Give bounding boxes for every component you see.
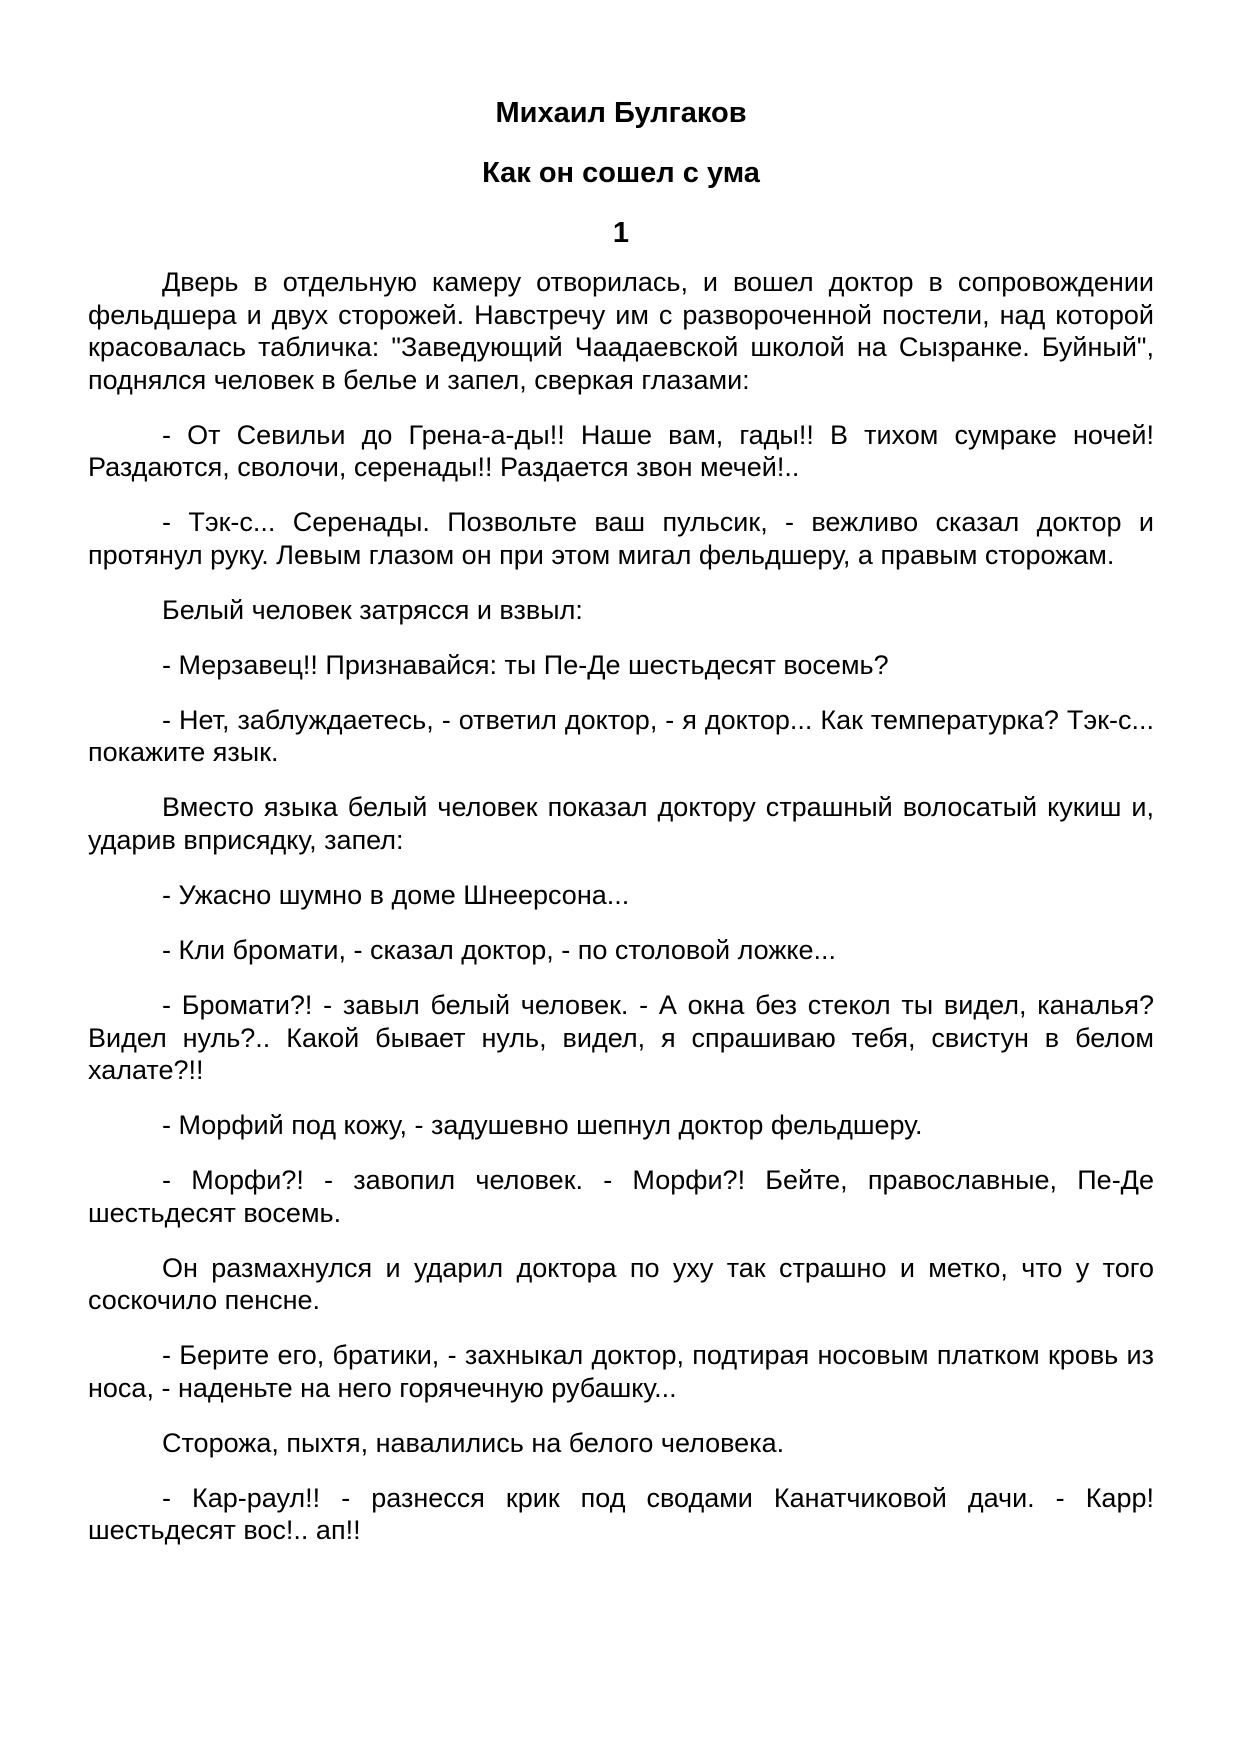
paragraph: - Морфий под кожу, - задушевно шепнул доктор фельдшеру.	[162, 1110, 923, 1141]
paragraph: - Мерзавец!! Признавайся: ты Пе-Де шестьдесят восемь?	[162, 649, 889, 680]
paragraph: - Берите его, братики, - захныкал доктор, подтирая носовым платком кровь из носа, - наденьте на него горячечную рубашку...	[88, 1340, 1154, 1403]
paragraph: - Кар-раул!! - разнесся крик под сводами Канатчиковой дачи. - Карр! шестьдесят вос!.. ап!!	[88, 1482, 1154, 1546]
paragraph: Сторожа, пыхтя, навалились на белого человека.	[162, 1427, 785, 1458]
paragraph: - Нет, заблуждаетесь, - ответил доктор, - я доктор... Как температурка? Тэк-с... покажите язык.	[88, 704, 1154, 768]
document-page	[88, 96, 1154, 1569]
chapter-number: 1	[612, 217, 630, 249]
story-title: Как он сошел с ума	[482, 157, 760, 189]
paragraph: Он размахнулся и ударил доктора по уху так страшно и метко, что у того соскочило пенсне.	[88, 1252, 1154, 1316]
paragraph: - Ужасно шумно в доме Шнеерсона...	[162, 880, 630, 911]
paragraph: - Бромати?! - завыл белый человек. - А окна без стекол ты видел, каналья? Видел нуль?.. Какой бывает нуль, видел, я спрашиваю тебя, свистун в белом халате?!!	[88, 990, 1154, 1086]
paragraph: Вместо языка белый человек показал доктору страшный волосатый кукиш и, ударив вприсядку, запел:	[88, 792, 1154, 856]
paragraph: - Кли бромати, - сказал доктор, - по столовой ложке...	[162, 935, 837, 966]
paragraph: Белый человек затрясся и взвыл:	[162, 594, 583, 625]
paragraph: Дверь в отдельную камеру отворилась, и вошел доктор в сопровождении фельдшера и двух сторожей. Навстречу им с развороченной постели, над которой красовалась табличка: "Заведующий Чаадаевской школой на Сызранке. Буйный", поднялся человек в белье и запел, сверкая глазами:	[88, 267, 1154, 395]
paragraph: - Морфи?! - завопил человек. - Морфи?! Бейте, православные, Пе-Де шестьдесят восемь.	[88, 1165, 1154, 1228]
author-name: Михаил Булгаков	[495, 97, 747, 129]
paragraph: - От Севильи до Грена-а-ды!! Наше вам, гады!! В тихом сумраке ночей! Раздаются, сволочи, серенады!! Раздается звон мечей!..	[88, 419, 1154, 483]
story-body	[88, 266, 1154, 1547]
paragraph: - Тэк-с... Серенады. Позвольте ваш пульсик, - вежливо сказал доктор и протянул руку. Левым глазом он при этом мигал фельдшеру, а правым сторожам.	[88, 507, 1154, 570]
